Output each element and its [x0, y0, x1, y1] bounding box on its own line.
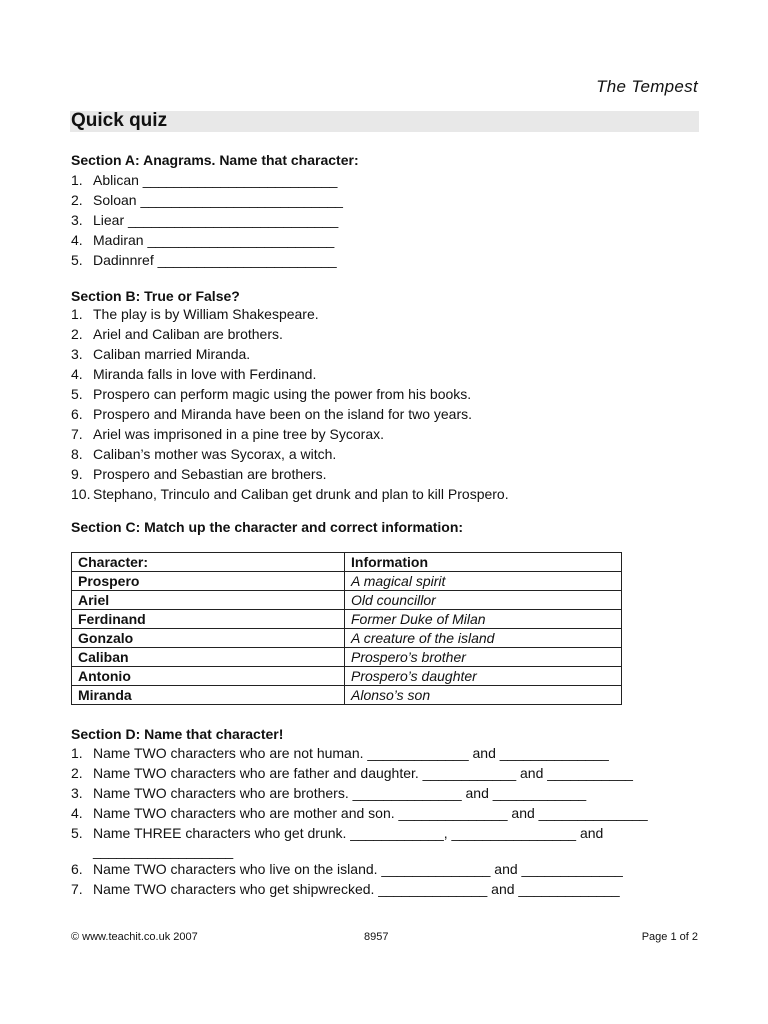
item-number: 4. — [71, 805, 83, 821]
character-cell: Antonio — [72, 667, 345, 686]
item-text: The play is by William Shakespeare. — [93, 306, 319, 322]
item-number: 5. — [71, 825, 83, 841]
table-row — [72, 648, 622, 667]
item-text: Caliban’s mother was Sycorax, a witch. — [93, 446, 337, 462]
list-item — [71, 783, 648, 803]
section-b-list — [71, 304, 509, 504]
table-row — [72, 572, 622, 591]
list-item — [71, 344, 509, 364]
information-cell: A magical spirit — [345, 572, 622, 591]
item-number: 1. — [71, 306, 83, 322]
item-text: Stephano, Trinculo and Caliban get drunk and plan to kill Prospero. — [93, 486, 509, 502]
item-text: Prospero and Miranda have been on the island for two years. — [93, 406, 473, 422]
item-number: 6. — [71, 861, 83, 877]
column-header-character: Character: — [72, 553, 345, 572]
list-item — [71, 464, 509, 484]
item-number: 2. — [71, 326, 83, 342]
list-item — [71, 304, 509, 324]
section-b-heading: Section B: True or False? — [71, 288, 240, 304]
list-item — [71, 444, 509, 464]
table-row — [72, 610, 622, 629]
information-cell: A creature of the island — [345, 629, 622, 648]
list-item — [71, 190, 343, 210]
character-cell: Prospero — [72, 572, 345, 591]
item-text: Caliban married Miranda. — [93, 346, 251, 362]
quiz-title: Quick quiz — [71, 110, 168, 131]
table-header-row — [72, 553, 622, 572]
footer-page-number: Page 1 of 2 — [641, 931, 698, 943]
item-number: 1. — [71, 172, 83, 188]
list-item — [71, 879, 648, 899]
list-item — [71, 404, 509, 424]
information-cell: Former Duke of Milan — [345, 610, 622, 629]
information-cell: Prospero’s daughter — [345, 667, 622, 686]
section-d-list — [71, 743, 648, 899]
item-number: 3. — [71, 212, 83, 228]
column-header-information: Information — [345, 553, 622, 572]
item-text: __________________ — [93, 843, 234, 859]
item-number: 9. — [71, 466, 83, 482]
information-cell: Old councillor — [345, 591, 622, 610]
item-text: Ablican _________________________ — [93, 172, 338, 188]
list-item — [71, 230, 343, 250]
information-cell: Alonso’s son — [345, 686, 622, 705]
item-number: 6. — [71, 406, 83, 422]
item-number: 5. — [71, 252, 83, 268]
item-text: Miranda falls in love with Ferdinand. — [93, 366, 317, 382]
item-text: Name TWO characters who are father and daughter. ____________ and ___________ — [93, 765, 633, 781]
character-cell: Gonzalo — [72, 629, 345, 648]
document-header-title: The Tempest — [596, 77, 698, 96]
list-item — [71, 859, 648, 879]
item-text: Prospero can perform magic using the power from his books. — [93, 386, 472, 402]
item-number: 2. — [71, 192, 83, 208]
character-match-table — [71, 552, 622, 705]
character-cell: Ariel — [72, 591, 345, 610]
character-cell: Caliban — [72, 648, 345, 667]
item-text: Name THREE characters who get drunk. ____________, ________________ and — [93, 825, 604, 841]
item-text: Name TWO characters who are not human. _____________ and ______________ — [93, 745, 609, 761]
list-item — [71, 170, 343, 190]
item-text: Liear ___________________________ — [93, 212, 339, 228]
list-item — [71, 424, 509, 444]
item-text: Madiran ________________________ — [93, 232, 335, 248]
list-item-continuation — [71, 843, 648, 859]
item-number: 10. — [71, 486, 91, 502]
item-number: 7. — [71, 426, 83, 442]
section-d-heading: Section D: Name that character! — [71, 726, 284, 742]
item-text: Name TWO characters who get shipwrecked. ______________ and _____________ — [93, 881, 620, 897]
item-text: Dadinnref _______________________ — [93, 252, 337, 268]
section-c-heading: Section C: Match up the character and correct information: — [71, 519, 464, 535]
list-item — [71, 210, 343, 230]
list-item — [71, 803, 648, 823]
item-number: 1. — [71, 745, 83, 761]
list-item — [71, 743, 648, 763]
list-item — [71, 384, 509, 404]
list-item — [71, 324, 509, 344]
item-number: 4. — [71, 232, 83, 248]
item-text: Name TWO characters who are mother and son. ______________ and ______________ — [93, 805, 648, 821]
item-text: Soloan __________________________ — [93, 192, 343, 208]
list-item — [71, 250, 343, 270]
list-item — [71, 364, 509, 384]
item-text: Name TWO characters who are brothers. ______________ and ____________ — [93, 785, 587, 801]
footer-copyright: © www.teachit.co.uk 2007 — [71, 931, 198, 943]
list-item — [71, 823, 648, 843]
item-number: 4. — [71, 366, 83, 382]
section-a-heading: Section A: Anagrams. Name that character: — [71, 152, 359, 168]
character-cell: Ferdinand — [72, 610, 345, 629]
item-number: 5. — [71, 386, 83, 402]
item-text: Ariel and Caliban are brothers. — [93, 326, 283, 342]
character-cell: Miranda — [72, 686, 345, 705]
list-item — [71, 484, 509, 504]
table-row — [72, 686, 622, 705]
table-row — [72, 591, 622, 610]
item-number: 3. — [71, 785, 83, 801]
footer-resource-number: 8957 — [364, 931, 389, 943]
item-number: 8. — [71, 446, 83, 462]
table-row — [72, 629, 622, 648]
table-row — [72, 667, 622, 686]
item-number: 2. — [71, 765, 83, 781]
item-text: Name TWO characters who live on the island. ______________ and _____________ — [93, 861, 623, 877]
list-item — [71, 763, 648, 783]
item-number: 3. — [71, 346, 83, 362]
item-text: Ariel was imprisoned in a pine tree by Sycorax. — [93, 426, 385, 442]
item-text: Prospero and Sebastian are brothers. — [93, 466, 327, 482]
quiz-title-bar — [70, 111, 699, 132]
section-a-list — [71, 170, 343, 270]
item-number: 7. — [71, 881, 83, 897]
information-cell: Prospero’s brother — [345, 648, 622, 667]
